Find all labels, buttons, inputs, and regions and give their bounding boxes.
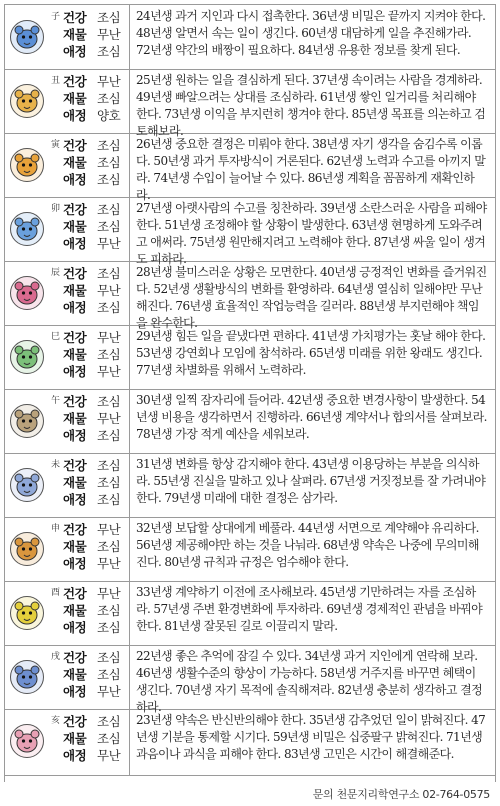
fortune-item: [63, 107, 127, 124]
monkey-icon: [9, 531, 45, 567]
fortune-value: 무난: [97, 330, 121, 345]
fortune-label: 애정: [63, 364, 87, 379]
zodiac-hanja: 巳: [51, 332, 61, 342]
snake-icon: [9, 339, 45, 375]
zodiac-summary-cell: [5, 517, 130, 581]
fortune-label: 재물: [63, 731, 87, 746]
dog-icon: [9, 659, 45, 695]
zodiac-summary-cell: [5, 453, 130, 517]
sheep-icon: [9, 467, 45, 503]
fortune-list: [63, 585, 127, 636]
fortune-text: [136, 328, 488, 379]
zodiac-row: [5, 581, 495, 646]
fortune-list: [63, 521, 127, 572]
zodiac-row: [5, 261, 495, 330]
fortune-label: 재물: [63, 155, 87, 170]
zodiac-hanja: 辰: [51, 268, 61, 278]
zodiac-row: [5, 197, 495, 266]
fortune-value: 무난: [97, 364, 121, 379]
fortune-item: [63, 235, 127, 252]
fortune-value: 무난: [97, 684, 121, 699]
fortune-label: 재물: [63, 347, 87, 362]
fortune-paragraph: 22년생 좋은 추억에 잠길 수 있다. 34년생 과거 지인에게 연락해 보라. 46년생 생활수준의 향상이 가능하다. 58년생 거주지를 바꾸면 혜택이 생긴다. 70년생 자기 목적에 솔직해져라. 82년생 충분히 생각하고 결정하라.: [136, 649, 483, 714]
zodiac-hanja: 子: [51, 12, 61, 22]
fortune-label: 애정: [63, 684, 87, 699]
fortune-label: 재물: [63, 539, 87, 554]
fortune-label: 애정: [63, 300, 87, 315]
fortune-item: [63, 521, 127, 538]
fortune-item: [63, 393, 127, 410]
fortune-value: 조심: [97, 202, 121, 217]
fortune-item: [63, 555, 127, 572]
fortune-item: [63, 154, 127, 171]
horoscope-table: [4, 4, 496, 782]
zodiac-row: [5, 69, 495, 138]
zodiac-hanja: 未: [51, 460, 61, 470]
fortune-paragraph: 26년생 중요한 결정은 미뤄야 한다. 38년생 자기 생각을 숨김수록 이롭다. 50년생 과거 투자방식이 거론된다. 62년생 노력과 수고를 아끼지 말라. 74년생 수입이 늘어날 수 있다. 86년생 계획을 꼼꼼하게 재확인하라.: [136, 137, 486, 202]
fortune-text: [136, 520, 488, 571]
zodiac-row: [5, 645, 495, 714]
fortune-paragraph: 31년생 변화를 항상 감지해야 한다. 43년생 이용당하는 부분을 의식하라. 55년생 진실을 말하고 있나 살펴라. 67년생 거짓정보를 잘 가려내야 한다. 79년생 미래에 대한 결정은 삼가라.: [136, 457, 486, 505]
fortune-value: 조심: [97, 458, 121, 473]
fortune-value: 조심: [97, 475, 121, 490]
fortune-paragraph: 23년생 약속은 반신반의해야 한다. 35년생 감추었던 일이 밝혀진다. 47년생 기분을 통제할 시기다. 59년생 비밀은 십중팔구 밝혀진다. 71년생 과음이나 과식을 피해야 한다. 83년생 고민은 시간이 해결해준다.: [136, 713, 486, 761]
fortune-value: 양호: [97, 108, 121, 123]
fortune-value: 조심: [97, 172, 121, 187]
fortune-value: 조심: [97, 620, 121, 635]
fortune-value: 조심: [97, 731, 121, 746]
fortune-item: [63, 26, 127, 43]
fortune-value: 조심: [97, 10, 121, 25]
zodiac-row: [5, 325, 495, 390]
fortune-value: 조심: [97, 394, 121, 409]
fortune-item: [63, 747, 127, 764]
fortune-item: [63, 683, 127, 700]
rabbit-icon: [9, 211, 45, 247]
zodiac-summary-cell: [5, 645, 130, 709]
dragon-icon: [9, 275, 45, 311]
zodiac-row: [5, 5, 495, 70]
zodiac-hanja: 酉: [51, 588, 61, 598]
zodiac-row: [5, 517, 495, 582]
fortune-label: 건강: [63, 74, 87, 89]
fortune-value: 무난: [97, 411, 121, 426]
fortune-paragraph: 24년생 과거 지인과 다시 접촉한다. 36년생 비밀은 끝까지 지켜야 한다. 48년생 알면서 속는 일이 생긴다. 60년생 대담하게 일을 추진해가라. 72년생 약간의 배짱이 필요하다. 84년생 유용한 정보를 찾게 된다.: [136, 9, 486, 57]
fortune-item: [63, 619, 127, 636]
fortune-item: [63, 171, 127, 188]
fortune-label: 건강: [63, 522, 87, 537]
fortune-value: 무난: [97, 522, 121, 537]
fortune-value: 조심: [97, 714, 121, 729]
fortune-item: [63, 137, 127, 154]
fortune-paragraph: 30년생 일찍 잠자리에 들어라. 42년생 중요한 변경사항이 발생한다. 54년생 비용을 생각하면서 진행하라. 66년생 계약서나 합의서를 살펴보라. 78년생 가장 적게 예산을 세워보라.: [136, 393, 487, 441]
fortune-label: 애정: [63, 44, 87, 59]
fortune-list: [63, 649, 127, 700]
fortune-value: 조심: [97, 539, 121, 554]
fortune-text: [136, 456, 488, 507]
zodiac-row: [5, 709, 495, 776]
fortune-label: 재물: [63, 27, 87, 42]
fortune-item: [63, 363, 127, 380]
fortune-list: [63, 329, 127, 380]
fortune-label: 재물: [63, 283, 87, 298]
fortune-value: 조심: [97, 91, 121, 106]
fortune-item: [63, 538, 127, 555]
fortune-item: [63, 329, 127, 346]
fortune-item: [63, 427, 127, 444]
fortune-label: 건강: [63, 458, 87, 473]
pig-icon: [9, 723, 45, 759]
fortune-item: [63, 90, 127, 107]
fortune-text: [136, 392, 488, 443]
fortune-item: [63, 73, 127, 90]
zodiac-hanja: 戌: [51, 652, 61, 662]
fortune-text: [136, 200, 488, 268]
fortune-label: 재물: [63, 411, 87, 426]
fortune-list: [63, 393, 127, 444]
fortune-value: 조심: [97, 650, 121, 665]
zodiac-hanja: 申: [51, 524, 61, 534]
fortune-label: 건강: [63, 138, 87, 153]
fortune-text: [136, 136, 488, 204]
zodiac-summary-cell: [5, 5, 130, 69]
zodiac-row: [5, 453, 495, 518]
fortune-value: 무난: [97, 748, 121, 763]
zodiac-summary-cell: [5, 133, 130, 197]
fortune-value: 무난: [97, 283, 121, 298]
zodiac-summary-cell: [5, 325, 130, 389]
fortune-item: [63, 218, 127, 235]
fortune-paragraph: 28년생 불미스러운 상황은 모면한다. 40년생 긍정적인 변화를 즐거워진다. 52년생 생활방식의 변화를 환영하라. 64년생 열심히 일해야만 무난해진다. 76년생 효율적인 작업능력을 길러라. 88년생 부지런해야 책임을 완수한다.: [136, 265, 487, 330]
zodiac-summary-cell: [5, 709, 130, 775]
fortune-paragraph: 29년생 힘든 일을 끝냈다면 편하다. 41년생 가치평가는 홋날 해야 한다. 53년생 강연회나 모임에 참석하라. 65년생 미래를 위한 왕래도 생긴다. 77년생 차별화를 위해서 노력하라.: [136, 329, 486, 377]
fortune-list: [63, 201, 127, 252]
zodiac-hanja: 亥: [51, 716, 61, 726]
fortune-item: [63, 201, 127, 218]
fortune-value: 조심: [97, 347, 121, 362]
fortune-item: [63, 265, 127, 282]
fortune-value: 조심: [97, 428, 121, 443]
fortune-label: 애정: [63, 492, 87, 507]
fortune-value: 조심: [97, 603, 121, 618]
zodiac-summary-cell: [5, 581, 130, 645]
fortune-value: 조심: [97, 44, 121, 59]
fortune-value: 무난: [97, 74, 121, 89]
zodiac-hanja: 寅: [51, 140, 61, 150]
zodiac-hanja: 卯: [51, 204, 61, 214]
fortune-label: 재물: [63, 603, 87, 618]
fortune-item: [63, 713, 127, 730]
fortune-value: 조심: [97, 138, 121, 153]
fortune-paragraph: 32년생 보답할 상대에게 베풀라. 44년생 서면으로 계약해야 유리하다. 56년생 제공해야만 하는 것을 나눠라. 68년생 약속은 나중에 무의미해진다. 80년생 규칙과 규정은 엄수해야 한다.: [136, 521, 479, 569]
zodiac-summary-cell: [5, 197, 130, 261]
fortune-list: [63, 137, 127, 188]
fortune-value: 조심: [97, 219, 121, 234]
fortune-label: 건강: [63, 394, 87, 409]
fortune-label: 애정: [63, 428, 87, 443]
fortune-item: [63, 602, 127, 619]
fortune-item: [63, 730, 127, 747]
rat-icon: [9, 19, 45, 55]
fortune-text: [136, 584, 488, 635]
fortune-paragraph: 25년생 원하는 일을 결심하게 된다. 37년생 속이려는 사람을 경계하라. 49년생 빠알으려는 상대를 조심하라. 61년생 쌓인 일거리를 처리해야 한다. 73년생 이익을 부지런히 챙겨야 한다. 85년생 목표를 의논하고 검토해보라.: [136, 73, 486, 138]
fortune-list: [63, 9, 127, 60]
fortune-label: 건강: [63, 202, 87, 217]
fortune-item: [63, 299, 127, 316]
fortune-item: [63, 585, 127, 602]
zodiac-summary-cell: [5, 261, 130, 325]
fortune-item: [63, 649, 127, 666]
zodiac-row: [5, 133, 495, 202]
fortune-list: [63, 73, 127, 124]
fortune-list: [63, 265, 127, 316]
fortune-label: 애정: [63, 236, 87, 251]
fortune-label: 애정: [63, 620, 87, 635]
zodiac-row: [5, 389, 495, 454]
fortune-label: 건강: [63, 714, 87, 729]
fortune-label: 재물: [63, 219, 87, 234]
fortune-value: 조심: [97, 492, 121, 507]
fortune-value: 무난: [97, 236, 121, 251]
fortune-text: [136, 648, 488, 716]
fortune-value: 무난: [97, 27, 121, 42]
fortune-item: [63, 346, 127, 363]
fortune-text: [136, 72, 488, 140]
zodiac-summary-cell: [5, 69, 130, 133]
fortune-text: [136, 264, 488, 332]
fortune-value: 무난: [97, 556, 121, 571]
fortune-paragraph: 27년생 아랫사람의 수고를 칭찬하라. 39년생 소란스러운 사람을 피해야 한다. 51년생 조정해야 할 상황이 발생한다. 63년생 현명하게 도와주려고 애써라. 75년생 원만해지려고 노력해야 한다. 87년생 싸울 일이 생겨도 피하라.: [136, 201, 487, 266]
fortune-label: 재물: [63, 667, 87, 682]
fortune-label: 건강: [63, 650, 87, 665]
fortune-list: [63, 457, 127, 508]
fortune-item: [63, 457, 127, 474]
zodiac-hanja: 丑: [51, 76, 61, 86]
fortune-list: [63, 713, 127, 764]
fortune-label: 건강: [63, 10, 87, 25]
fortune-item: [63, 474, 127, 491]
fortune-label: 재물: [63, 91, 87, 106]
fortune-text: [136, 8, 488, 59]
fortune-item: [63, 43, 127, 60]
ox-icon: [9, 83, 45, 119]
fortune-value: 조심: [97, 266, 121, 281]
fortune-item: [63, 666, 127, 683]
fortune-label: 애정: [63, 748, 87, 763]
fortune-label: 애정: [63, 556, 87, 571]
fortune-value: 조심: [97, 155, 121, 170]
fortune-item: [63, 282, 127, 299]
horse-icon: [9, 403, 45, 439]
fortune-item: [63, 9, 127, 26]
fortune-label: 애정: [63, 172, 87, 187]
fortune-text: [136, 712, 488, 763]
fortune-label: 건강: [63, 586, 87, 601]
fortune-paragraph: 33년생 계약하기 이전에 조사해보라. 45년생 기만하려는 자를 조심하라. 57년생 주변 환경변화에 투자하라. 69년생 경제적인 관념을 바꿔야 한다. 81년생 잘못된 길로 이끌리지 말라.: [136, 585, 483, 633]
fortune-item: [63, 491, 127, 508]
fortune-value: 무난: [97, 586, 121, 601]
fortune-label: 애정: [63, 108, 87, 123]
contact-footer: 문의 천문지리학연구소 02-764-0575: [312, 788, 490, 801]
fortune-label: 건강: [63, 330, 87, 345]
fortune-value: 조심: [97, 300, 121, 315]
fortune-label: 건강: [63, 266, 87, 281]
fortune-value: 조심: [97, 667, 121, 682]
tiger-icon: [9, 147, 45, 183]
fortune-item: [63, 410, 127, 427]
zodiac-hanja: 午: [51, 396, 61, 406]
zodiac-summary-cell: [5, 389, 130, 453]
rooster-icon: [9, 595, 45, 631]
fortune-label: 재물: [63, 475, 87, 490]
